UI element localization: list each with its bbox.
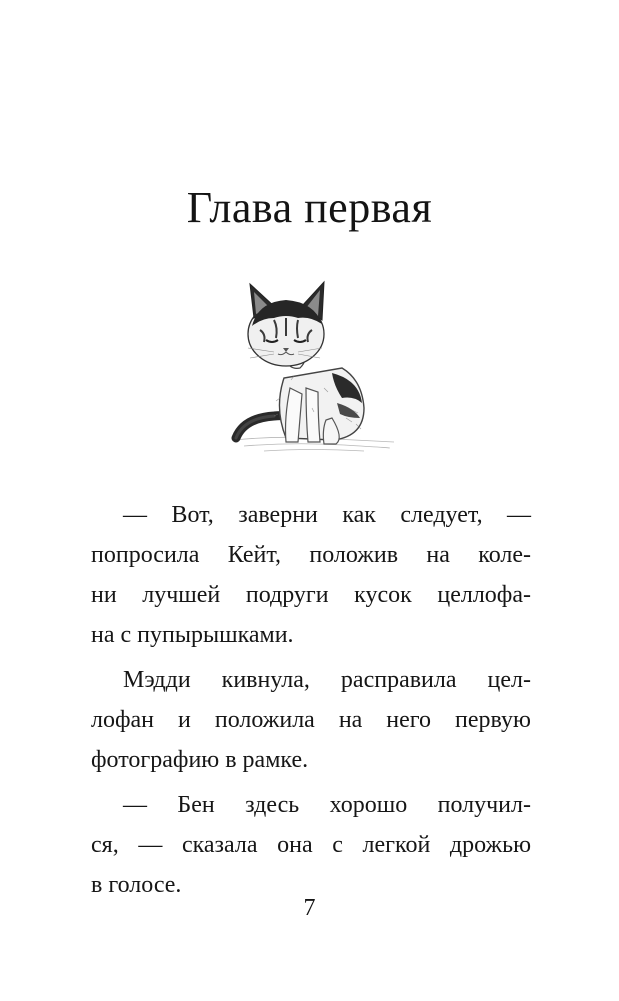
text-line: на с пупырышками. [91, 622, 294, 648]
paragraph-2 [91, 660, 531, 780]
text-line: лофан и положила на него первую [91, 707, 531, 733]
chapter-title: Глава первая [186, 183, 433, 232]
text-line: фотографию в рамке. [91, 747, 309, 773]
paragraph-3 [91, 785, 531, 905]
text-line: — Вот, заверни как следует, — [123, 502, 531, 528]
text-line: ся, — сказала она с легкой дрожью [91, 832, 531, 858]
text-line: — Бен здесь хорошо получил- [123, 792, 531, 818]
text-line: попросила Кейт, положив на коле- [91, 542, 531, 568]
kitten-sketch-icon [214, 268, 404, 468]
paragraph-1 [91, 495, 531, 655]
page-number: 7 [303, 895, 316, 921]
text-line: в голосе. [91, 872, 182, 898]
text-line: ни лучшей подруги кусок целлофа- [91, 582, 531, 608]
text-line: Мэдди кивнула, расправила цел- [123, 667, 531, 693]
body-text [91, 495, 531, 905]
